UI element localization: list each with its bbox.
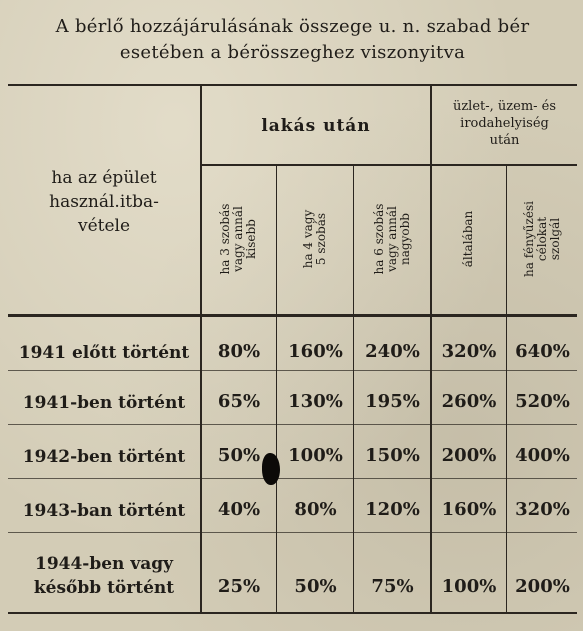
cell-r3-c5: 400% <box>515 445 570 466</box>
row-label-5: 1944-ben vagy később történt <box>33 554 175 598</box>
title-line-2: esetében a bérösszeghez viszonyitva <box>119 42 466 63</box>
cell-r3-c3: 150% <box>365 445 420 466</box>
column-header-2: ha 4 vagy 5 szobás <box>301 209 328 269</box>
title-line-1: A bérlő hozzájárulásának összege u. n. szabad bér <box>55 16 530 37</box>
cell-r4-c3: 120% <box>365 499 420 520</box>
cell-r3-c2: 100% <box>288 445 343 466</box>
header-bottom-rule <box>8 314 577 317</box>
row-label-1: 1941 előtt történt <box>18 343 190 363</box>
ink-blot <box>262 453 280 485</box>
cell-r3-c4: 200% <box>441 445 497 466</box>
cell-r2-c1: 65% <box>217 391 261 412</box>
cell-r5-c1: 25% <box>217 576 261 597</box>
row-label-3: 1942-ben történt <box>22 447 186 467</box>
cell-r3-c1: 50% <box>217 445 261 466</box>
row-rule-2 <box>8 424 577 425</box>
cell-r1-c1: 80% <box>217 341 261 362</box>
cell-r5-c3: 75% <box>371 576 414 597</box>
col-rule-3 <box>353 164 354 612</box>
cell-r2-c5: 520% <box>515 391 570 412</box>
cell-r1-c3: 240% <box>365 341 420 362</box>
row-label-4: 1943-ban történt <box>22 501 186 521</box>
cell-r4-c2: 80% <box>294 499 337 520</box>
cell-r4-c5: 320% <box>515 499 570 520</box>
cell-r4-c1: 40% <box>217 499 261 520</box>
cell-r1-c4: 320% <box>441 341 497 362</box>
row-header: ha az épület használ.itba- vétele <box>49 168 159 236</box>
col-rule-2 <box>276 164 277 612</box>
column-header-5: ha fényűzési célokat szolgál <box>521 201 562 277</box>
table-bottom-rule <box>8 612 577 614</box>
cell-r5-c4: 100% <box>441 576 497 597</box>
row-rule-1 <box>8 370 577 371</box>
cell-r4-c4: 160% <box>441 499 497 520</box>
cell-r5-c2: 50% <box>294 576 337 597</box>
row-rule-4 <box>8 532 577 533</box>
cell-r2-c3: 195% <box>365 391 420 412</box>
column-header-1: ha 3 szobás vagy annál kisebb <box>217 203 258 275</box>
table-title <box>10 14 575 66</box>
cell-r2-c2: 130% <box>288 391 343 412</box>
row-label-2: 1941-ben történt <box>22 393 186 413</box>
cell-r1-c5: 640% <box>515 341 570 362</box>
group-header-apartment: lakás után <box>261 116 371 136</box>
column-header-3: ha 6 szobás vagy annál nagyobb <box>371 203 412 275</box>
column-header-4: általában <box>460 210 475 268</box>
cell-r5-c5: 200% <box>515 576 570 597</box>
cell-r2-c4: 260% <box>441 391 497 412</box>
cell-r1-c2: 160% <box>288 341 343 362</box>
group-header-business: üzlet-, üzem- és irodahelyiség után <box>452 99 557 148</box>
table-top-rule <box>8 84 577 86</box>
row-rule-3 <box>8 478 577 479</box>
